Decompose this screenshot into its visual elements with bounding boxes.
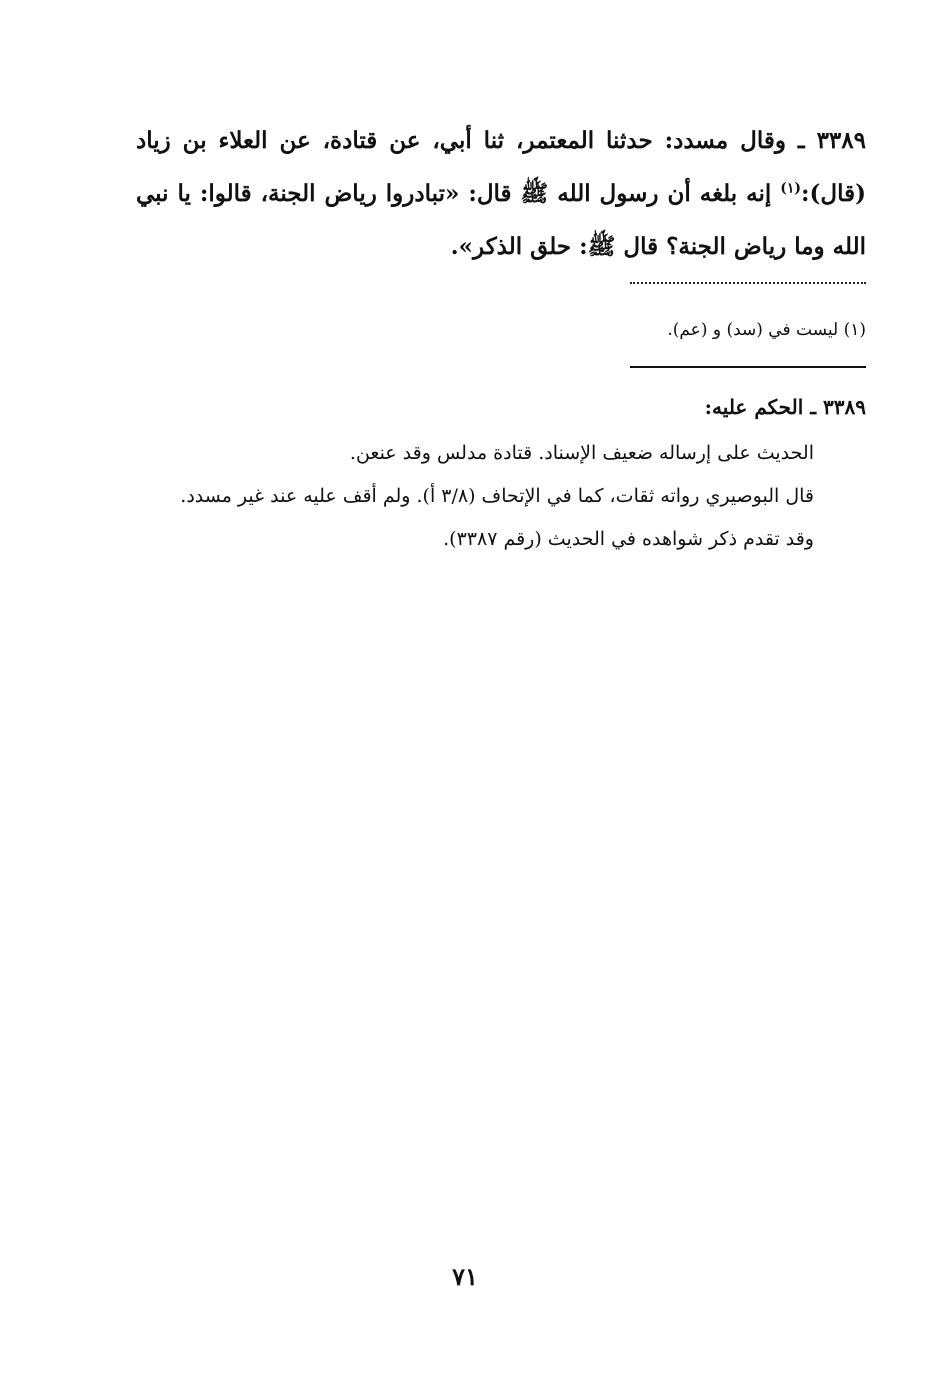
ruling-body <box>136 432 866 561</box>
hadith-text <box>136 114 866 273</box>
footnote: (١) ليست في (سد) و (عم). <box>667 320 866 340</box>
page-number: ٧١ <box>452 1262 478 1291</box>
ruling-heading: ٣٣٨٩ ـ الحكم عليه: <box>704 395 866 419</box>
ruling-paragraph: قال البوصيري رواته ثقات، كما في الإتحاف (٣/٨ أ). ولم أقف عليه عند غير مسدد. <box>180 485 814 507</box>
hadith-number: ٣٣٨٩ <box>816 127 866 154</box>
ruling-paragraph: الحديث على إرساله ضعيف الإسناد. قتادة مدلس وقد عنعن. <box>349 442 814 464</box>
hadith-text-part1: ـ وقال مسدد: حدثنا المعتمر، ثنا أبي، عن قتادة، عن العلاء بن زياد (قال): <box>136 127 866 207</box>
section-separator-line <box>630 366 866 368</box>
footnote-marker: (١) <box>780 180 802 197</box>
footnote-dotted-separator <box>630 282 866 294</box>
hadith-text-part2: إنه بلغه أن رسول الله ﷺ قال: «تبادروا رياض الجنة، قالوا: يا نبي الله وما رياض الجنة؟ قال ﷺ: حلق الذكر». <box>136 180 866 260</box>
ruling-paragraph: وقد تقدم ذكر شواهده في الحديث (رقم ٣٣٨٧). <box>443 528 814 550</box>
